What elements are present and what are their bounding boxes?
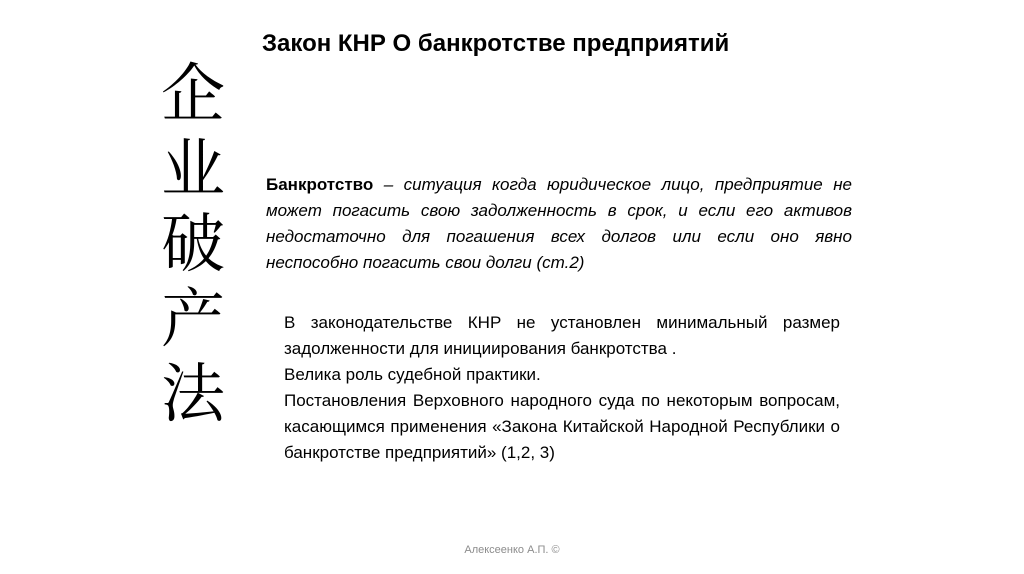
notes-block: [284, 310, 840, 466]
note-paragraph: В законодательстве КНР не установлен минимальный размер задолженности для инициирования банкротства .: [284, 313, 840, 358]
definition-paragraph: [266, 172, 852, 276]
definition-text: – ситуация когда юридическое лицо, предприятие не может погасить свою задолженность в срок, и если его активов недостаточно для погашения всех долгов или если оно явно неспособно погасить свои долги (ст.2): [266, 175, 852, 272]
definition-term: Банкротство: [266, 175, 374, 194]
cjk-character: 业: [161, 133, 225, 207]
note-paragraph: Велика роль судебной практики.: [284, 365, 541, 384]
cjk-character: 破: [161, 208, 225, 282]
cjk-character: 企: [161, 58, 225, 132]
vertical-chinese-title: [148, 58, 238, 433]
footer-author: Алексеенко А.П. ©: [464, 544, 560, 556]
note-paragraph: Постановления Верховного народного суда по некоторым вопросам, касающимся применения «Закона Китайской Народной Республики о банкротстве предприятий» (1,2, 3): [284, 391, 840, 462]
cjk-character: 产: [161, 283, 225, 357]
cjk-character: 法: [161, 358, 225, 432]
slide-title: Закон КНР О банкротстве предприятий: [262, 30, 730, 57]
